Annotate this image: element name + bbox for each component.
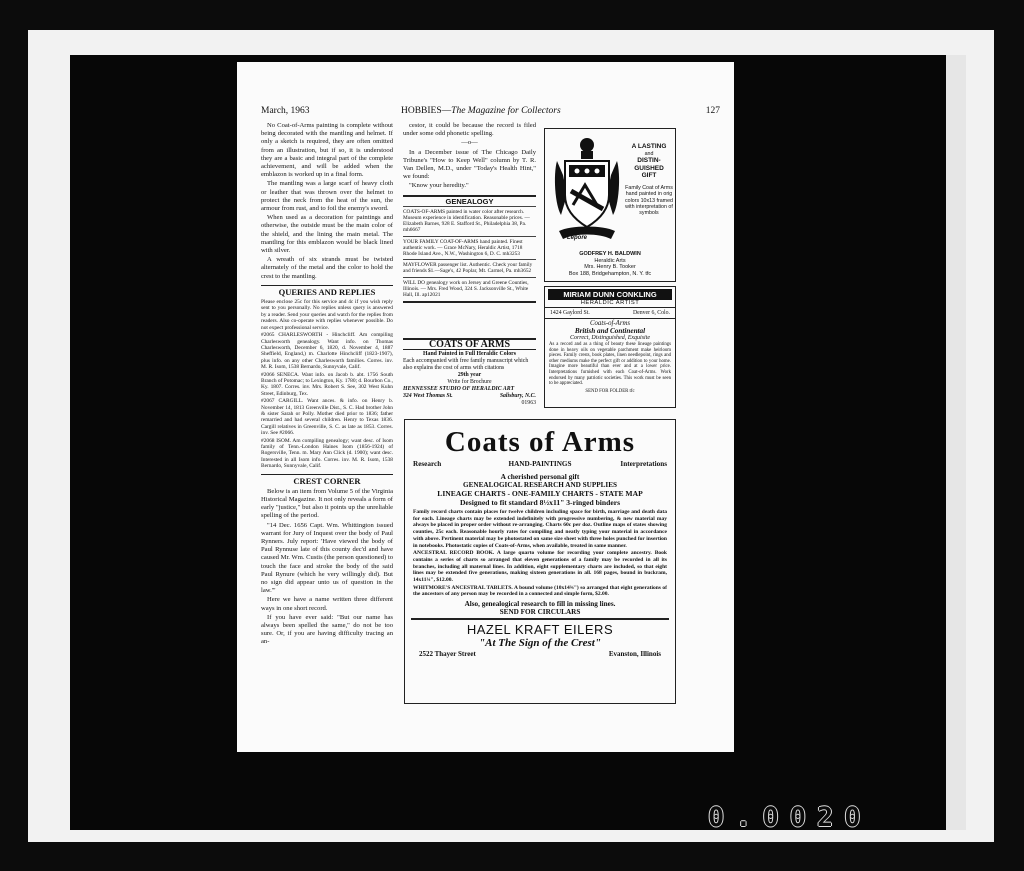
ad-line: Designed to fit standard 8½x11" 3-ringed binders [459, 498, 621, 507]
ad-name: MIRIAM DUNN CONKLING [548, 289, 672, 300]
running-head [261, 106, 720, 120]
issue-date: March, 1963 [261, 106, 310, 116]
ad-line: A cherished personal gift [500, 472, 580, 481]
ad-name: HAZEL KRAFT EILERS [466, 622, 614, 638]
classified-ad: WILL DO genealogy work on Jersey and Greene Counties, Illinois. — Mrs. Fred Wood, 324 S. Jacksonville St., White Hall, Ill. ap12021 [403, 277, 536, 301]
ad-address: 2522 Thayer Street Evanston, Illinois [419, 650, 661, 659]
paragraph: The mantling was a large scarf of heavy cloth or leather that was thrown over the helmet to protect the neck from the heat of the sun, the armour from rust, and to foil the enemy's sword. [261, 180, 393, 213]
ad-role: HERALDIC ARTIST [580, 300, 640, 306]
ad-studio: HENNESSEE STUDIO OF HERALDIC ART [403, 386, 515, 392]
classified-ad: MAYFLOWER passenger list. Authentic. Check your family and friends $1.—Sage's, 42 Poplar, Mt. Carmel, Pa. mh3652 [403, 259, 536, 276]
query-item: #2068 ISOM. Am compiling genealogy; want desc. of Isom family of Tenn.-London Haines Isom (1856-1924) of Rogersville, Tenn. m. Mary Ann Click (d. 1900); want desc. Interested in all Isom info. Corres. inv. M. R. Isom, 1538 Bernardo, Sunnyvale, Calif. [261, 437, 393, 470]
ad-line: Coats-of-Arms [589, 320, 631, 327]
ad-code: 01963 [521, 400, 536, 406]
microfilm-edge-strip [946, 55, 966, 830]
paragraph: "Know your heredity." [409, 182, 469, 190]
ad-write: Write for Brochure [447, 379, 492, 385]
coat-of-arms-illustration [551, 135, 623, 249]
hennessee-ad [403, 338, 536, 410]
section-separator: —o— [461, 139, 478, 147]
ad-body: Each accompanied with free family manuscript which also explains the cost of arms with citations [403, 358, 529, 371]
gift-text: A LASTING and DISTIN- GUISHED GIFT Family Coat of Arms hand painted in orig colors 10x13 framed with interpretation of symbols [625, 143, 673, 217]
ad-line: LINEAGE CHARTS - ONE-FAMILY CHARTS - STATE MAP [437, 489, 643, 498]
ad-line: Also, genealogical research to fill in missing lines. [464, 600, 616, 609]
page-number: 127 [705, 106, 720, 116]
paragraph: Below is an item from Volume 5 of the Virginia Historical Magazine. It not only reveals a form of early "justice," but also it points up the unreliable spelling of the period. [261, 487, 393, 520]
paragraph: Here we have a name written three different ways in one short record. [261, 596, 393, 612]
motto-text: Lepore [567, 235, 588, 241]
ad-address: 324 West Thomas St. Salisbury, N.C. [403, 393, 536, 399]
ad-line: SEND FOR CIRCULARS [499, 608, 581, 617]
ad-year: 29th year [457, 372, 482, 378]
ad-paragraph: WHITMORE'S ANCESTRAL TABLETS. A bound volume (10x14¾") so arranged that eight generations of the ancestors of any person may be recorded in a connected and simple form, $2.00. [413, 584, 667, 598]
paragraph: cestor, it could be because the record is filed under some odd phonetic spelling. [403, 122, 536, 138]
classified-ad: COATS-OF-ARMS painted in water color after research. Museum experience in identification. Reasonable prices. — Elizabeth Barnes, 928 E. Stafford St., Philadelphia 38, Pa. mh6667 [403, 206, 536, 236]
ad-services-row: Research HAND-PAINTINGS Interpretations [413, 460, 667, 468]
baldwin-ad [544, 128, 676, 282]
magazine-page [237, 62, 734, 752]
classified-ad: YOUR FAMILY COAT-OF-ARMS hand painted. Finest authentic work. — Grace McNary, Heraldic Artist, 1718 Rhode Island Ave., N.W., Washington 6, D. C. mh3253 [403, 236, 536, 260]
ad-address: 1424 Gaylord St. Denver 6, Colo. [545, 307, 675, 319]
queries-intro: Please enclose 25c for this service and 4c if you wish reply sent to you personally. No replies unless query is answered by a reader. Send your queries and watch for the replies from readers. Also co-operate with replies whenever possible. Do not expect professional service. [261, 299, 393, 331]
paragraph: In a December issue of The Chicago Daily Tribune's "How to Keep Well" column by T. R. Van Dellen, M.D., under "Today's Health Hint," we found: [403, 148, 536, 181]
queries-heading: QUERIES AND REPLIES [261, 285, 393, 296]
divider [411, 618, 669, 620]
magazine-title: HOBBIES—The Magazine for Collectors [401, 106, 561, 116]
baldwin-contact: GODFREY H. BALDWIN Heraldic Arts Mrs. Henry B. Tooker Box 188, Bridgehampton, N. Y. tfc [568, 251, 652, 277]
conkling-ad [544, 286, 676, 408]
magazine-tagline: The Magazine for Collectors [451, 106, 561, 116]
paragraph: When used as a decoration for paintings and otherwise, the outside must be the main color of the shield, and the lining the main metal. The mantling for this emblazon would be black lined with silver. [261, 214, 393, 255]
ad-subtitle: Hand Painted in Full Heraldic Colors [423, 351, 516, 357]
ad-title: COATS OF ARMS [403, 338, 536, 350]
crest-corner-heading: CREST CORNER [261, 474, 393, 485]
paragraph: No Coat-of-Arms painting is complete without being decorated with the mantling and helmet. If only a sketch is required, they are often omitted from an illustration, but if so, it is understood they are a basic and integral part of the complete achievement, and will be added when the emblazon is worked up in a final form. [261, 122, 393, 179]
frame-counter: 0.0020 [708, 802, 872, 833]
ad-paragraph: Family record charts contain places for twelve children including space for birth, marriage and death data for each. Lineage charts may be extended indefinitely with progressive numbering, & new material may always be placed in proper order without re-arranging. Charts 60c per doz. Outline maps of states showing counties, 25c each. Reasonable hourly rates for compiling and neatly typing your material in accordance with above. Pertinent material may be photostated on same size sheet with three holes punched for insertion in notebooks. Photostatic copies of Coats-of-Arms, when available, treated in same manner. [413, 509, 667, 549]
paragraph: "14 Dec. 1656 Capt. Wm. Whittington issued warrant for Jury of Inquest over the body of Paul Rynners. July report: 'Have viewed the body of Paul Rynnuse late of this county dec'd and have caused Mr. Wm. Custis (the person questioned) to touch the face and stroke the body of the said Paul Rynure (which he very willingly did). But no sign did appear unto us of question in the law.'" [261, 521, 393, 595]
ad-footer: SEND FOR FOLDER tfc [585, 388, 635, 394]
paragraph: If you have ever said: "But our name has always been spelled the same," do not be too sure. Or, if you are having difficulty tracing an an- [261, 613, 393, 646]
ad-line: British and Continental [574, 327, 646, 335]
article-column-left [261, 122, 393, 747]
genealogy-classifieds [403, 195, 536, 304]
ad-line: Correct, Distinguished, Exquisite [569, 335, 651, 341]
query-item: #2067 CARGILL. Want ances. & info. on Henry b. November 14, 1813 Greenville Dist., S. C. Had brother John & sister Sarah or Polly. Mother died prior to 1836; father remarried and had several children. Henry to Texas 1836. Cargill relatives in Greenville, S. C. as late as 1853. Corres. inv. See #2066. [261, 398, 393, 437]
ad-paragraph: ANCESTRAL RECORD BOOK. A large quarto volume for recording your complete ancestry. Book contains a series of charts so arranged that eleven generations of a family may be recorded in all its branches, including all maternal lines. In addition, eight supplementary charts are included, so that eight lines may be extended five generations, making sixteen generations in all. 168 pages, bound in buckram, 14x11¼", $12.00. [413, 550, 667, 584]
query-item: #2066 SENECA. Want info. on Jacob b. abt. 1756 South Branch of Potomac; to Lexington, Ky. 1780; d. Bourbon Co., Ky. 1807. Corres. inv. Mrs. Robert S. See, 302 West Kuhn Street, Edinburg, Tex. [261, 371, 393, 397]
ad-line: GENEALOGICAL RESEARCH AND SUPPLIES [463, 481, 617, 489]
genealogy-heading: GENEALOGY [445, 196, 494, 206]
query-item: #2065 CHARLESWORTH - Hinchcliff. Am compiling Charlesworth genealogy. Want info. on Thomas Charlesworth, December 6, 1820, d. November 4, 1887 Sheffield, England,) m. Charlotte Hinchcliff (1823-1907), plus info. on any other Charlesworth families. Corres. inv. M. R. Isom, 1538 Bernardo, Sunnyvale, Calif. [261, 332, 393, 371]
ad-title: Coats of Arms [444, 426, 636, 458]
paragraph: A wreath of six strands must be twisted alternately of the metal and the color to hold the crest to the mantling. [261, 256, 393, 280]
eilers-ad [404, 419, 676, 704]
ad-body: As a record and as a thing of beauty these lineage paintings done in heavy oils on vegetable parchment make heirloom pieces. Family crests, book plates, linen needlepoint, rings and other mediums make the perfect gift or addition to your home. Imagine more beautiful than ever and at a lower price. Interpretations furnished with each Coat-of-Arms. Work endorsed by many patriotic societies. This work must be seen to be appreciated. [549, 342, 671, 387]
ad-slogan: "At The Sign of the Crest" [479, 637, 601, 650]
